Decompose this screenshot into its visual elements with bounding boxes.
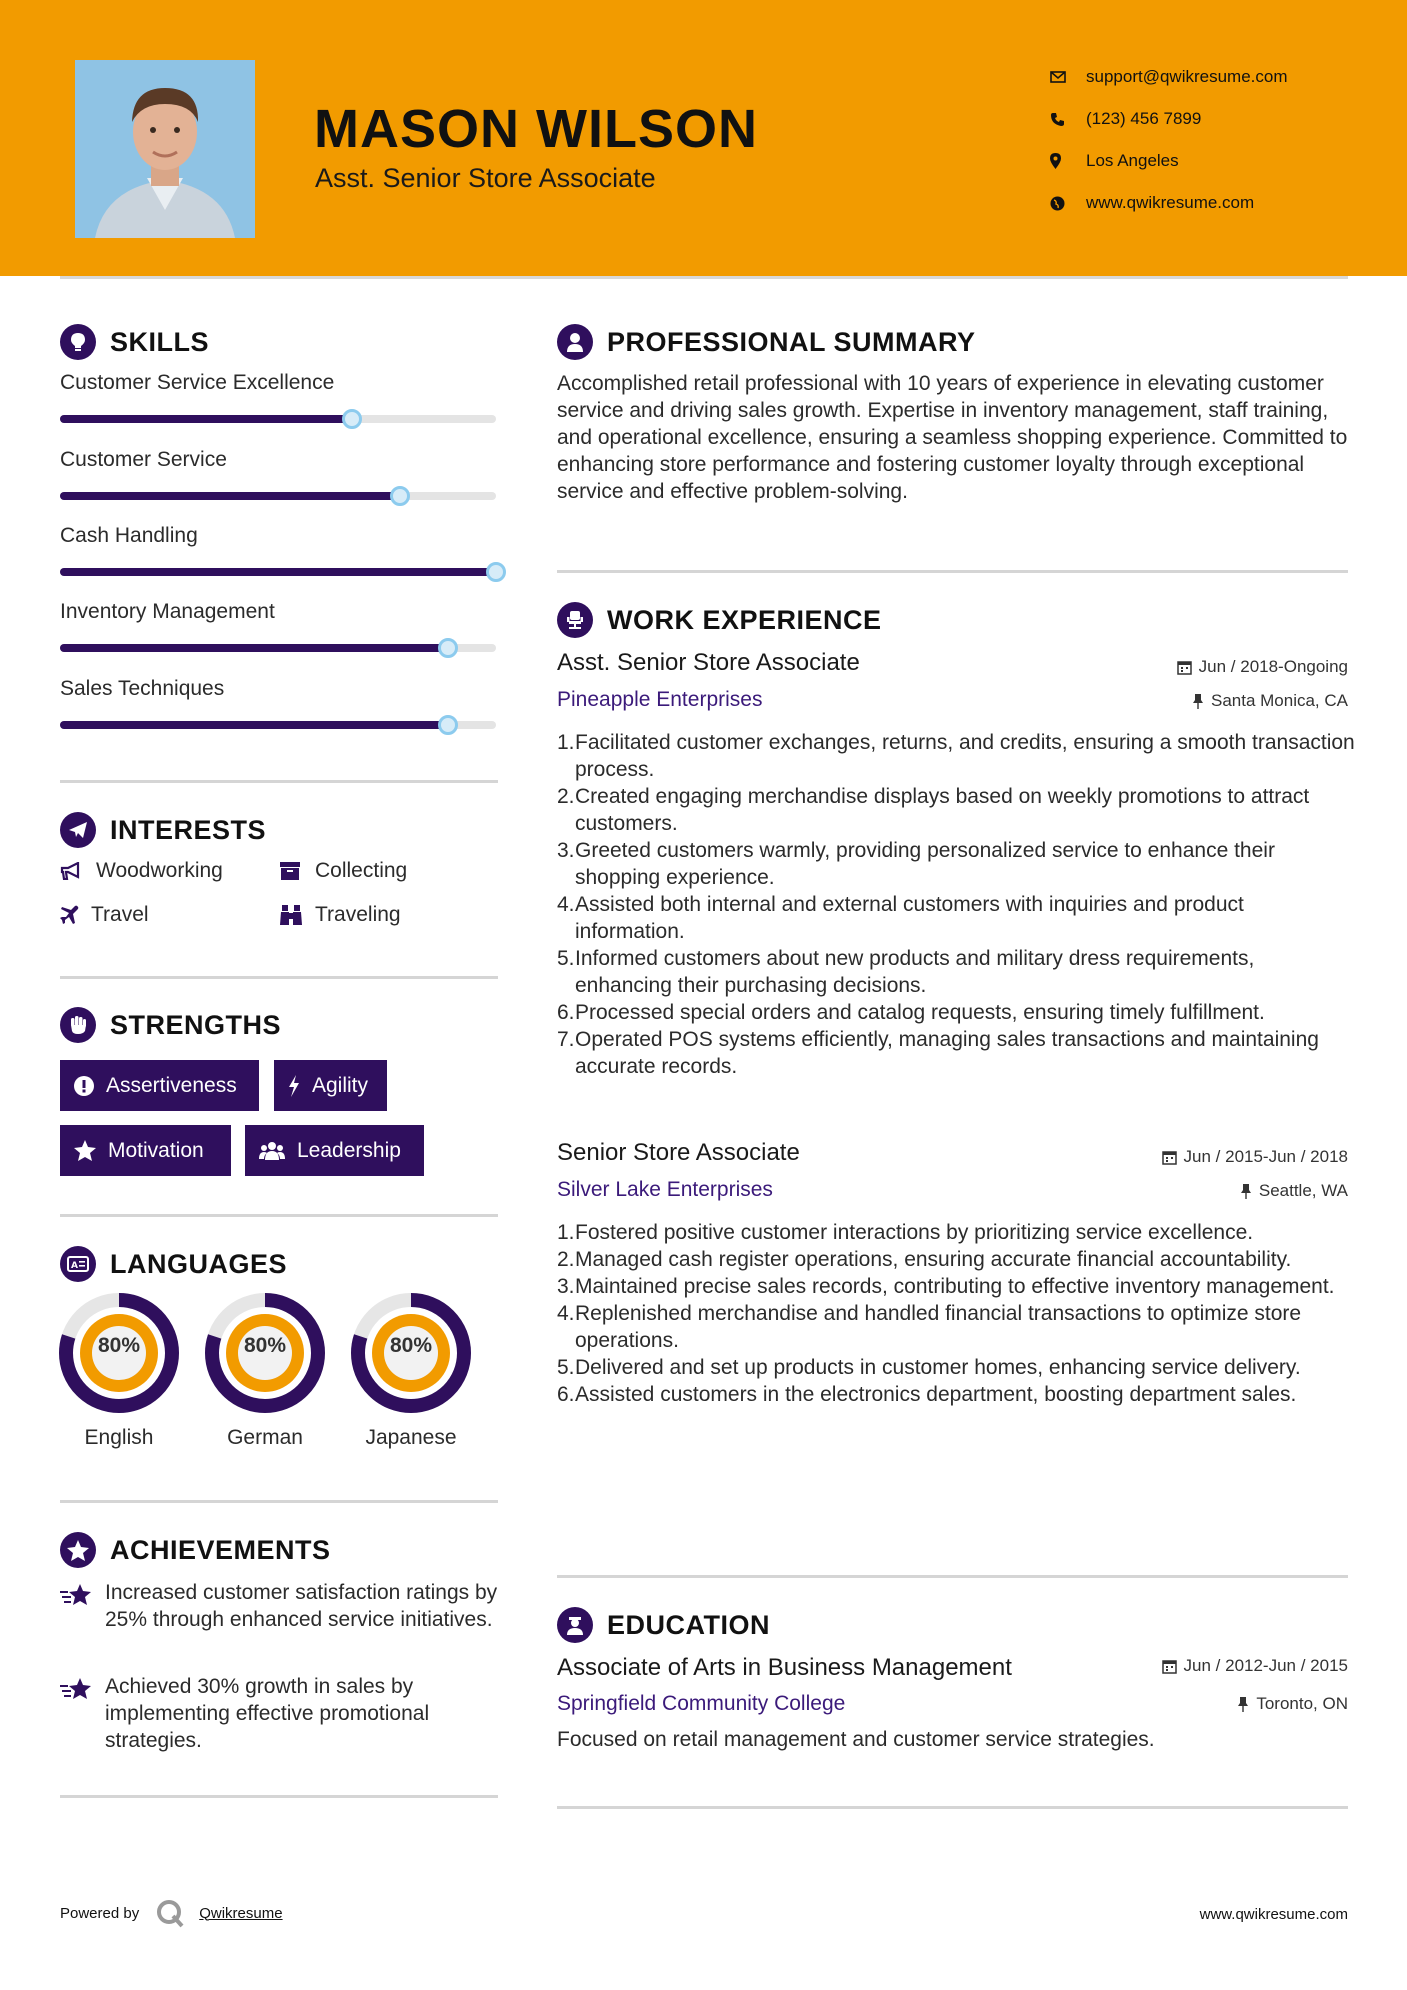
skills-title: SKILLS <box>110 326 210 357</box>
summary-title: PROFESSIONAL SUMMARY <box>607 326 976 357</box>
contact-phone[interactable] <box>1050 98 1288 140</box>
list-item: 5. Informed customers about new products and military dress requirements, enhancing their purchasing decisions. <box>557 947 1255 997</box>
interest-item <box>60 903 149 927</box>
list-item: 2. Created engaging merchandise displays based on weekly promotions to attract customers. <box>557 785 1310 835</box>
section-divider <box>557 1575 1348 1578</box>
language-name: English <box>84 1426 154 1449</box>
job-dates <box>1177 657 1348 677</box>
strength-label: Agility <box>312 1073 369 1097</box>
skill-bar-knob <box>438 638 458 658</box>
skill-label: Customer Service Excellence <box>60 371 335 394</box>
interest-label: Woodworking <box>96 859 223 882</box>
contact-location <box>1050 140 1288 182</box>
interests-title: INTERESTS <box>110 814 267 845</box>
company-name[interactable]: Silver Lake Enterprises <box>557 1178 773 1201</box>
skill-bar-fill <box>60 415 352 423</box>
calendar-icon <box>1162 1150 1177 1165</box>
achievement-text: Achieved 30% growth in sales by implementing effective promotional strategies. <box>105 1675 430 1752</box>
profile-photo <box>75 60 255 238</box>
office-chair-icon <box>557 602 593 638</box>
skills-heading <box>60 324 209 360</box>
skill-item <box>60 371 498 423</box>
bolt-icon <box>288 1075 300 1097</box>
contact-location-text: Los Angeles <box>1086 151 1179 170</box>
interest-label: Travel <box>91 903 149 926</box>
experience-heading <box>557 602 882 638</box>
strength-chip <box>245 1125 424 1176</box>
skill-item <box>60 448 498 500</box>
strength-label: Leadership <box>297 1138 401 1162</box>
education-title: EDUCATION <box>607 1609 770 1640</box>
skill-bar-knob <box>390 486 410 506</box>
achievements-title: ACHIEVEMENTS <box>110 1534 331 1565</box>
strengths-heading <box>60 1007 281 1043</box>
section-divider <box>60 1795 498 1798</box>
calendar-icon <box>1177 660 1192 675</box>
achievements-heading <box>60 1532 331 1568</box>
contact-website-text: www.qwikresume.com <box>1086 193 1255 212</box>
candidate-role: Asst. Senior Store Associate <box>315 163 656 193</box>
star-badge-icon <box>60 1532 96 1568</box>
job-title: Senior Store Associate <box>557 1139 800 1166</box>
phone-icon <box>1050 109 1086 129</box>
contact-website[interactable] <box>1050 182 1288 224</box>
binoculars-icon <box>279 904 315 926</box>
raised-fist-icon <box>60 1007 96 1043</box>
job-location-text: Santa Monica, CA <box>1210 691 1348 710</box>
svg-text:A: A <box>71 1261 79 1271</box>
skill-bar-knob <box>438 715 458 735</box>
list-item: 6. Processed special orders and catalog requests, ensuring timely fulfillment. <box>557 1001 1265 1024</box>
section-divider <box>60 976 498 979</box>
degree-title: Associate of Arts in Business Management <box>557 1654 1012 1681</box>
language-percent: 80% <box>389 1334 433 1357</box>
education-heading <box>557 1607 770 1643</box>
users-icon <box>259 1141 285 1161</box>
achievement-text: Increased customer satisfaction ratings by 25% through enhanced service initiatives. <box>105 1581 498 1631</box>
user-icon <box>557 324 593 360</box>
interest-label: Traveling <box>315 903 401 926</box>
job-location-text: Seattle, WA <box>1258 1181 1348 1200</box>
language-percent: 80% <box>243 1334 287 1357</box>
skill-item <box>60 677 498 729</box>
education-location <box>1237 1694 1348 1714</box>
language-item <box>58 1292 180 1450</box>
contact-email[interactable] <box>1050 56 1288 98</box>
interests-heading <box>60 812 266 848</box>
language-name: Japanese <box>365 1426 457 1449</box>
contact-email-text: support@qwikresume.com <box>1086 67 1288 86</box>
skill-label: Sales Techniques <box>60 677 225 700</box>
education-description: Focused on retail management and customer service strategies. <box>557 1728 1155 1751</box>
bullhorn-icon <box>60 862 96 880</box>
job-title: Asst. Senior Store Associate <box>557 649 860 676</box>
job-bullets <box>557 729 1357 1080</box>
archive-box-icon <box>279 861 315 881</box>
list-item: 6. Assisted customers in the electronics department, boosting department sales. <box>557 1383 1297 1406</box>
job-dates <box>1162 1147 1348 1167</box>
education-dates-text: Jun / 2012-Jun / 2015 <box>1183 1656 1348 1675</box>
strength-label: Assertiveness <box>106 1073 237 1097</box>
job-location <box>1192 691 1348 711</box>
envelope-icon <box>1050 67 1086 87</box>
pushpin-icon <box>1192 694 1204 709</box>
pushpin-icon <box>1237 1697 1249 1712</box>
pushpin-icon <box>1240 1184 1252 1199</box>
job-dates-text: Jun / 2018-Ongoing <box>1198 657 1348 676</box>
shooting-star-icon <box>60 1579 105 1633</box>
paper-plane-icon <box>60 812 96 848</box>
achievement-item <box>60 1673 500 1754</box>
job-bullets <box>557 1219 1357 1408</box>
strength-chip <box>60 1060 259 1111</box>
language-card-icon <box>60 1246 96 1282</box>
contact-phone-text: (123) 456 7899 <box>1086 109 1202 128</box>
calendar-icon <box>1162 1659 1177 1674</box>
language-item <box>350 1292 472 1450</box>
education-dates <box>1162 1656 1348 1676</box>
qwikresume-logo-icon <box>155 1898 185 1928</box>
strength-chip <box>60 1125 231 1176</box>
globe-icon <box>1050 193 1086 213</box>
plane-icon <box>60 905 91 925</box>
list-item: 2. Managed cash register operations, ensuring accurate financial accountability. <box>557 1248 1292 1271</box>
job-dates-text: Jun / 2015-Jun / 2018 <box>1183 1147 1348 1166</box>
section-divider <box>557 570 1348 573</box>
languages-title: LANGUAGES <box>110 1248 288 1279</box>
skill-bar-fill <box>60 492 400 500</box>
list-item: 3. Greeted customers warmly, providing personalized service to enhance their shopping experience. <box>557 839 1275 889</box>
lightbulb-icon <box>60 324 96 360</box>
interest-item <box>279 859 407 883</box>
contact-list <box>1050 56 1288 224</box>
skill-bar <box>60 721 496 729</box>
qwikresume-link[interactable]: Qwikresume <box>199 1904 283 1922</box>
skill-bar <box>60 568 496 576</box>
exclamation-circle-icon <box>74 1076 94 1096</box>
skill-item <box>60 524 498 576</box>
section-divider <box>60 1214 498 1217</box>
company-name[interactable]: Pineapple Enterprises <box>557 688 763 711</box>
candidate-name: MASON WILSON <box>314 99 758 159</box>
skill-bar-knob <box>486 562 506 582</box>
list-item: 4. Assisted both internal and external customers with inquiries and product information. <box>557 893 1244 943</box>
skill-label: Cash Handling <box>60 524 198 547</box>
section-divider <box>60 1500 498 1503</box>
map-pin-icon <box>1050 151 1086 171</box>
skill-label: Customer Service <box>60 448 227 471</box>
section-divider <box>557 1806 1348 1809</box>
skill-bar-fill <box>60 721 448 729</box>
section-divider <box>60 780 498 783</box>
list-item: 3. Maintained precise sales records, contributing to effective inventory management. <box>557 1275 1335 1298</box>
experience-title: WORK EXPERIENCE <box>607 604 882 635</box>
skill-bar-fill <box>60 568 496 576</box>
language-name: German <box>227 1426 303 1449</box>
star-icon <box>74 1140 96 1161</box>
language-item <box>204 1292 326 1450</box>
list-item: 1. Facilitated customer exchanges, returns, and credits, ensuring a smooth transaction process. <box>557 731 1355 781</box>
interest-item <box>279 903 401 927</box>
skill-bar <box>60 644 496 652</box>
list-item: 1. Fostered positive customer interactions by prioritizing service excellence. <box>557 1221 1254 1244</box>
skill-bar-knob <box>342 409 362 429</box>
summary-text: Accomplished retail professional with 10 years of experience in elevating customer service and driving sales growth. Expertise in inventory management, staff training, and operational excellence, ensuring a seamless shopping experience. Committed to enhancing store performance and fostering customer loyalty through exceptional service and effective problem-solving. <box>557 372 1348 503</box>
skill-item <box>60 600 498 652</box>
skill-bar <box>60 492 496 500</box>
skill-bar <box>60 415 496 423</box>
footer-site-link[interactable]: www.qwikresume.com <box>1199 1906 1348 1923</box>
header-divider <box>60 276 1348 279</box>
strengths-title: STRENGTHS <box>110 1009 282 1040</box>
resume-header <box>0 0 1407 276</box>
footer-powered-by <box>60 1898 283 1928</box>
list-item: 7. Operated POS systems efficiently, managing sales transactions and maintaining accurate records. <box>557 1028 1319 1078</box>
powered-by-text: Powered by <box>60 1904 140 1922</box>
interest-label: Collecting <box>315 859 408 882</box>
interest-item <box>60 859 223 883</box>
skill-label: Inventory Management <box>60 600 275 623</box>
language-percent: 80% <box>97 1334 141 1357</box>
achievement-item <box>60 1579 500 1633</box>
education-location-text: Toronto, ON <box>1256 1694 1348 1713</box>
summary-heading <box>557 324 976 360</box>
strength-chip <box>274 1060 387 1111</box>
languages-heading <box>60 1246 287 1282</box>
graduate-icon <box>557 1607 593 1643</box>
job-location <box>1240 1181 1348 1201</box>
shooting-star-icon <box>60 1673 105 1754</box>
school-name[interactable]: Springfield Community College <box>557 1692 846 1715</box>
list-item: 5. Delivered and set up products in customer homes, enhancing service delivery. <box>557 1356 1301 1379</box>
strength-label: Motivation <box>108 1138 204 1162</box>
skill-bar-fill <box>60 644 448 652</box>
list-item: 4. Replenished merchandise and handled financial transactions to optimize store operations. <box>557 1302 1302 1352</box>
